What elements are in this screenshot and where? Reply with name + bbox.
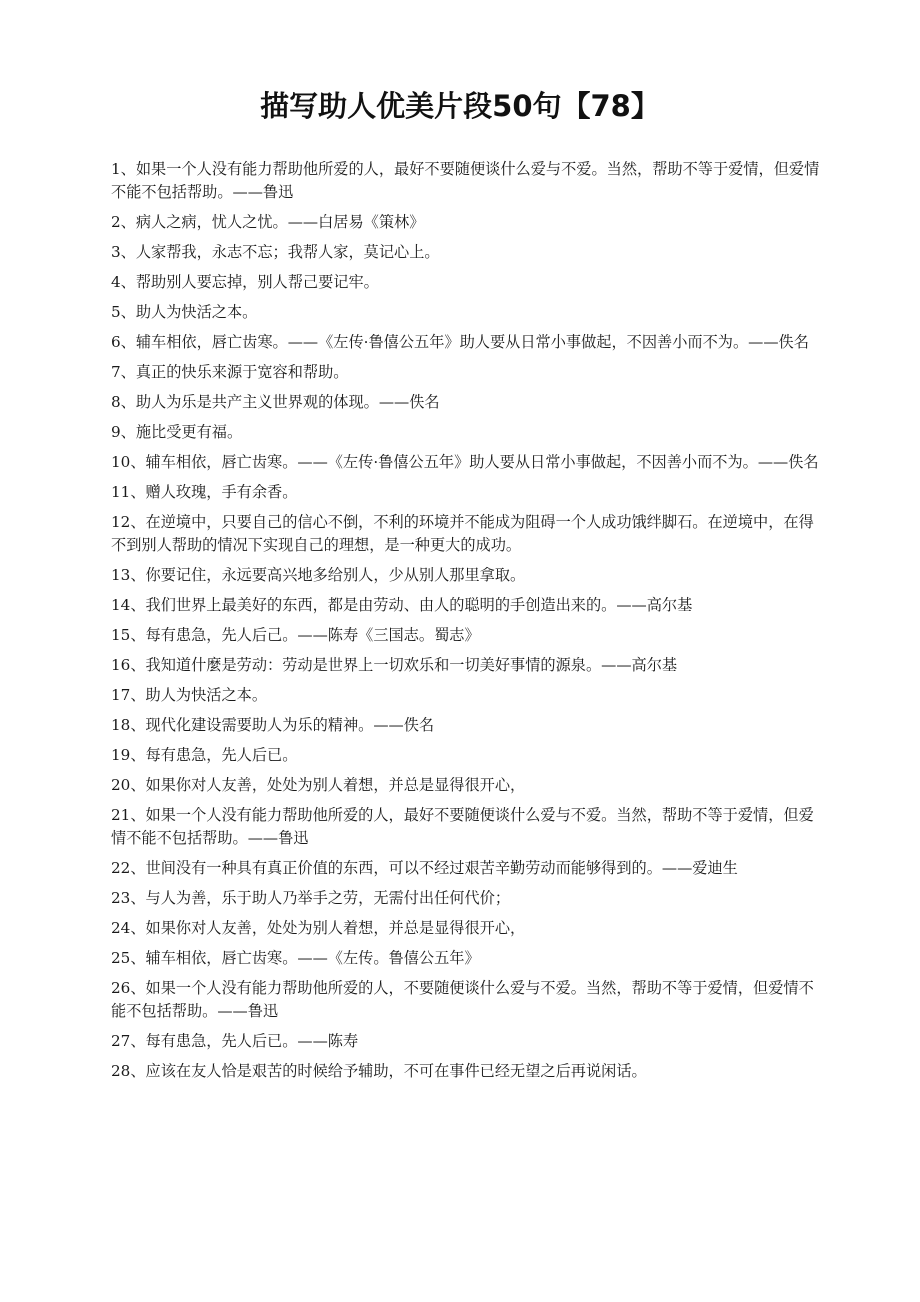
quote-item: 27、每有患急，先人后已。——陈寿 [111, 1032, 359, 1050]
quote-list [111, 158, 823, 1090]
quote-item: 4、帮助别人要忘掉，别人帮己要记牢。 [111, 273, 379, 291]
quote-item: 19、每有患急，先人后已。 [111, 746, 298, 764]
quote-item: 6、辅车相依，唇亡齿寒。——《左传·鲁僖公五年》助人要从日常小事做起，不因善小而不为。——佚名 [111, 333, 809, 351]
quote-item: 23、与人为善，乐于助人乃举手之劳，无需付出任何代价； [111, 889, 511, 907]
quote-item: 1、如果一个人没有能力帮助他所爱的人，最好不要随便谈什么爱与不爱。当然，帮助不等于爱情，但爱情不能不包括帮助。——鲁迅 [111, 160, 820, 201]
quote-item: 26、如果一个人没有能力帮助他所爱的人，不要随便谈什么爱与不爱。当然，帮助不等于爱情，但爱情不能不包括帮助。——鲁迅 [111, 979, 814, 1020]
quote-item: 18、现代化建设需要助人为乐的精神。——佚名 [111, 716, 435, 734]
document-title: 描写助人优美片段50句【78】 [260, 89, 660, 123]
quote-item: 3、人家帮我，永志不忘；我帮人家，莫记心上。 [111, 243, 440, 261]
quote-item: 8、助人为乐是共产主义世界观的体现。——佚名 [111, 393, 440, 411]
quote-item: 13、你要记住，永远要高兴地多给别人，少从别人那里拿取。 [111, 566, 526, 584]
quote-item: 9、施比受更有福。 [111, 423, 243, 441]
quote-item: 28、应该在友人恰是艰苦的时候给予辅助，不可在事件已经无望之后再说闲话。 [111, 1062, 647, 1080]
quote-item: 25、辅车相依，唇亡齿寒。——《左传。鲁僖公五年》 [111, 949, 480, 967]
quote-item: 5、助人为快活之本。 [111, 303, 258, 321]
quote-item: 20、如果你对人友善，处处为别人着想，并总是显得很开心， [111, 776, 526, 794]
quote-item: 2、病人之病，忧人之忧。——白居易《策林》 [111, 213, 425, 231]
quote-item: 21、如果一个人没有能力帮助他所爱的人，最好不要随便谈什么爱与不爱。当然，帮助不等于爱情，但爱情不能不包括帮助。——鲁迅 [111, 806, 814, 847]
quote-item: 7、真正的快乐来源于宽容和帮助。 [111, 363, 349, 381]
quote-item: 16、我知道什麼是劳动：劳动是世界上一切欢乐和一切美好事情的源泉。——高尔基 [111, 656, 678, 674]
quote-item: 15、每有患急，先人后己。——陈寿《三国志。蜀志》 [111, 626, 480, 644]
quote-item: 22、世间没有一种具有真正价值的东西，可以不经过艰苦辛勤劳动而能够得到的。——爱迪生 [111, 859, 738, 877]
quote-item: 10、辅车相依，唇亡齿寒。——《左传·鲁僖公五年》助人要从日常小事做起，不因善小而不为。——佚名 [111, 453, 819, 471]
quote-item: 12、在逆境中，只要自己的信心不倒，不利的环境并不能成为阻碍一个人成功饿绊脚石。在逆境中，在得不到别人帮助的情况下实现自己的理想，是一种更大的成功。 [111, 513, 814, 554]
quote-item: 24、如果你对人友善，处处为别人着想，并总是显得很开心， [111, 919, 526, 937]
quote-item: 11、赠人玫瑰，手有余香。 [111, 483, 298, 501]
quote-item: 14、我们世界上最美好的东西，都是由劳动、由人的聪明的手创造出来的。——高尔基 [111, 596, 693, 614]
quote-item: 17、助人为快活之本。 [111, 686, 268, 704]
